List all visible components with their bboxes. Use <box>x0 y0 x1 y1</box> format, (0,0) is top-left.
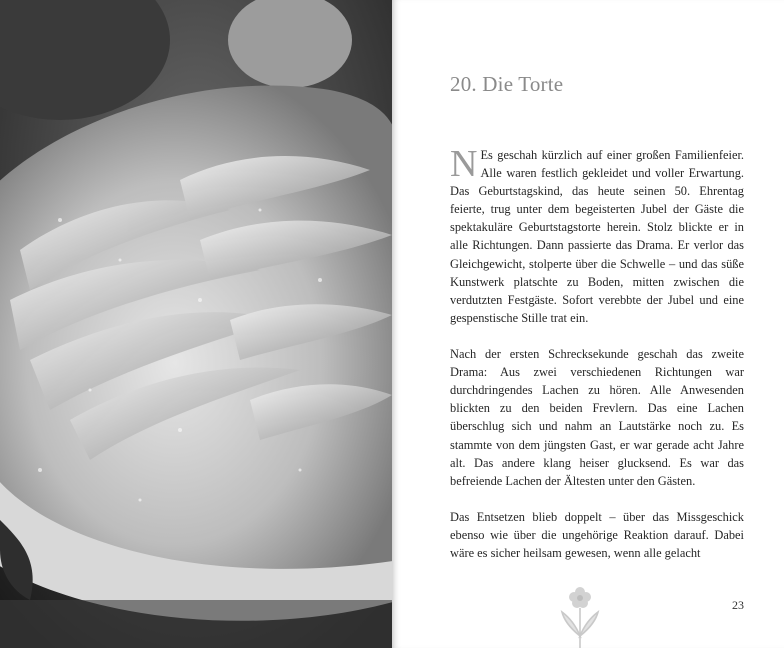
body-text <box>450 143 744 580</box>
text-page <box>392 0 784 648</box>
flower-icon <box>558 586 602 648</box>
page-number: 23 <box>732 598 744 612</box>
paragraph-1 <box>450 143 744 327</box>
paragraph-2: Nach der ersten Schrecksekunde geschah das zweite Drama: Aus zwei verschiedenen Richtungen war durchdringendes Lachen zu hören. Alle Anwesenden blickten zu den beiden Frevlern. Das eine Lachen überschlug sich und nahm an Lautstärke noch zu. Es stammte von dem jüngsten Gast, er war gerade acht Jahre alt. Das andere klang heiser glucksend. Es war das befreiende Lachen der Ältesten unter den Gästen. <box>450 347 744 488</box>
chapter-title: 20. Die Torte <box>450 72 564 96</box>
drop-cap: N <box>450 143 478 185</box>
paragraph-3: Das Entsetzen blieb doppelt – über das Missgeschick ebenso wie über die ungehörige Reaktion darauf. Dabei wäre es sicher heilsam gewesen, wenn alle gelacht <box>450 509 744 561</box>
paragraph-1-text: Es geschah kürzlich auf einer großen Familienfeier. Alle waren festlich gekleidet und voller Erwartung. Das Geburtstagskind, das heute seinen 50. Ehrentag feierte, trug unter dem begeisterten Jubel der Gäste die spektakuläre Geburtstagstorte herein. Stolz blickte er in alle Richtungen. Dann passierte das Drama. Er verlor das Gleichgewicht, stolperte über die Schwelle – und das süße Kunstwerk platschte zu Boden, mitten zwischen die verdutzten Festgäste. Sofort verebbte der Jubel und eine gespenstische Stille trat ein. <box>450 148 744 325</box>
